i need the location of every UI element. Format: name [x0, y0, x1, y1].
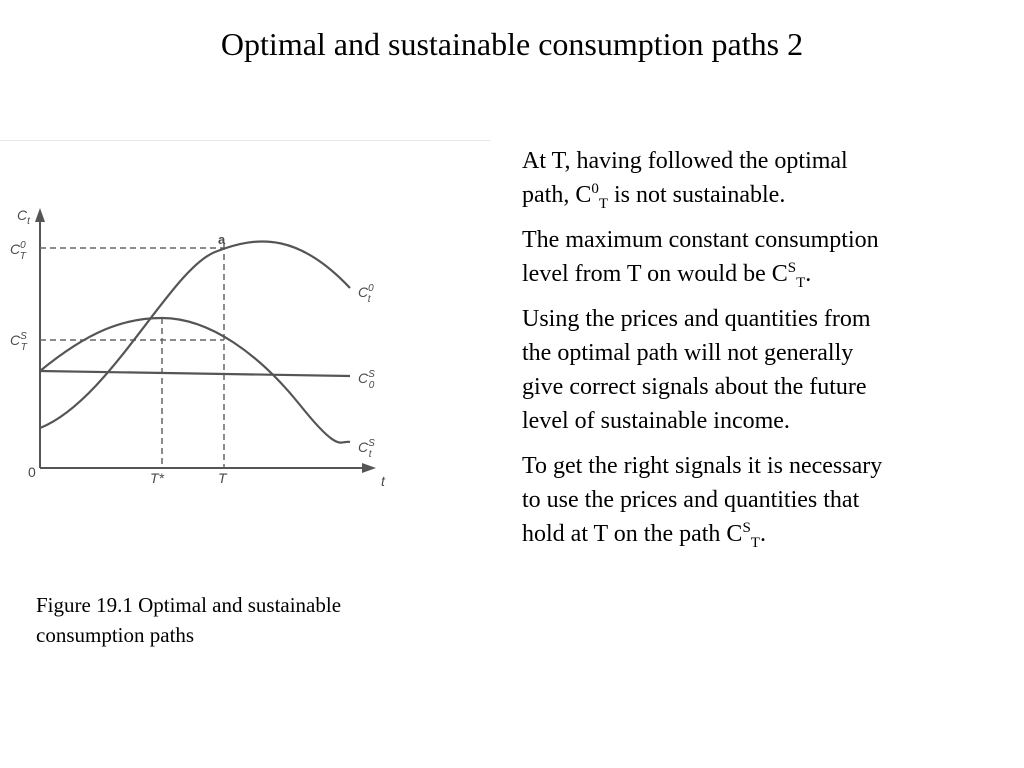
t-star-label: T*: [150, 470, 164, 486]
c0t-tick-label: $C^0$ T: [10, 240, 26, 262]
x-axis-label: t: [381, 473, 385, 489]
origin-label: 0: [28, 464, 36, 480]
consumption-paths-diagram: [0, 140, 490, 530]
sustainable-path-curve: [40, 318, 350, 443]
paragraph-3: Using the prices and quantities from the optimal path will not generally give correct signals about the future level of sustainable income.: [522, 306, 871, 434]
optimal-curve-label: $C^0$ t: [358, 283, 374, 305]
sustainable-curve-label: $C^S$ t: [358, 438, 375, 460]
paragraph-2: The maximum constant consumption level from T on would be $C^S_T$.: [522, 227, 879, 291]
constant-path-line: [40, 371, 350, 376]
explanation-text: [522, 144, 892, 562]
y-axis-label: $C_t$: [17, 207, 30, 227]
optimal-path-curve: [40, 241, 350, 428]
paragraph-1: At T, having followed the optimal path, $C^0_T$ is not sustainable.: [522, 148, 848, 212]
y-axis-arrow-icon: [35, 208, 45, 222]
x-axis-arrow-icon: [362, 463, 376, 473]
constant-curve-label: $C^S$ 0: [358, 369, 375, 391]
cst-tick-label: $C^S$ T: [10, 331, 27, 353]
figure-panel: [0, 140, 490, 530]
slide-title: Optimal and sustainable consumption paths 2: [220, 26, 804, 62]
t-label: T: [218, 470, 227, 486]
figure-caption: Figure 19.1 Optimal and sustainable consumption paths: [36, 593, 342, 647]
point-a-label: a: [218, 232, 226, 247]
paragraph-4: To get the right signals it is necessary to use the prices and quantities that hold at T on the path $C^S_T$.: [522, 453, 883, 551]
